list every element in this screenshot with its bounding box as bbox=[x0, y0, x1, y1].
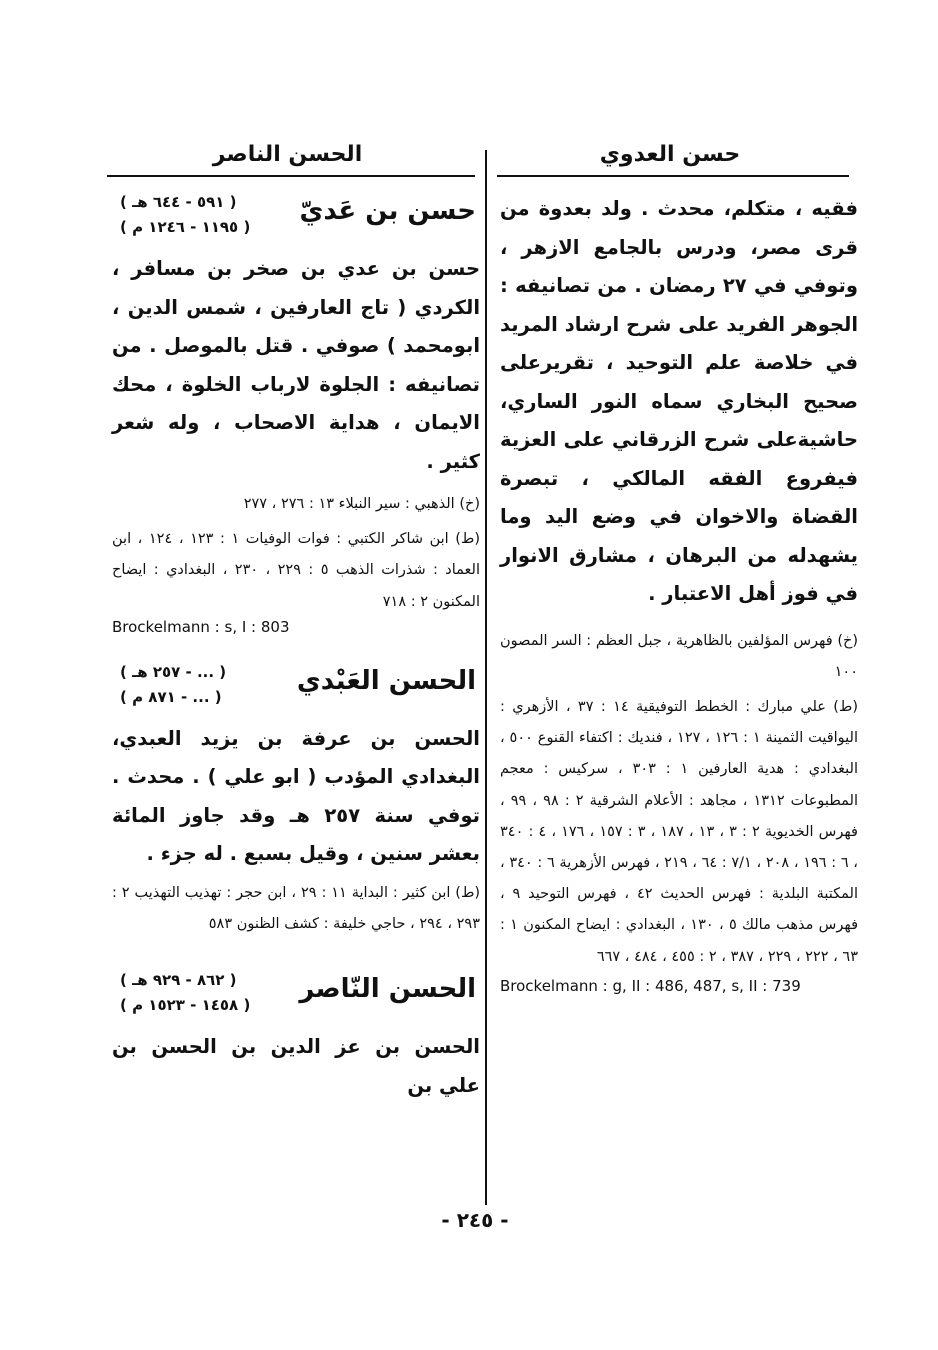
entry-heading bbox=[112, 186, 480, 250]
entry-body-text: فقيه ، متكلم، محدث . ولد بعدوة من قرى مصر، ودرس بالجامع الازهر ، وتوفي في ٢٧ رمضان . من تصانيفه : الجوهر الفريد على شرح ارشاد المريد في خلاصة علم التوحيد ، تقريرعلى صحيح البخاري سماه النور الساري، حاشيةعلى شرح الزرقاني على العزية فيفروع الفقه المالكي ، تبصرة القضاة والاخوان في وضع اليد وما يشهدله من البرهان ، مشارق الانوار في فوز أهل الاعتبار . bbox=[500, 197, 858, 605]
right-column bbox=[500, 190, 858, 995]
dates-ad: ( ١١٩٥ - ١٢٤٦ م ) bbox=[120, 218, 251, 236]
dates-hijri: ( ٨٦٢ - ٩٢٩ هـ ) bbox=[120, 971, 237, 990]
brockelmann-reference: Brockelmann : s, I : 803 bbox=[112, 617, 290, 636]
printed-sources: (ط) ابن شاكر الكتبي : فوات الوفيات ١ : ١٢٣ ، ١٢٤ ، ابن العماد : شذرات الذهب ٥ : ٢٢٩ ، ٢٣٠ ، البغدادي : ايضاح المكنون ٢ : ٧١٨ bbox=[112, 531, 481, 610]
running-header-right: حسن العدوي bbox=[599, 142, 741, 167]
header-rule-left bbox=[107, 175, 475, 177]
page-number: - ٢٤٥ - bbox=[441, 1208, 509, 1232]
printed-sources: (ط) ابن كثير : البداية ١١ : ٢٩ ، ابن حجر : تهذيب التهذيب ٢ : ٢٩٣ ، ٢٩٤ ، حاجي خليفة : كشف الظنون ٥٨٣ bbox=[112, 884, 481, 933]
entry-title: الحسن العَبْدي bbox=[296, 665, 476, 696]
entry-dates bbox=[120, 660, 226, 710]
entry-body-text: حسن بن عدي بن صخر بن مسافر ، الكردي ( تاج العارفين ، شمس الدين ، ابومحمد ) صوفي . قتل بالموصل . من تصانيفه : الجلوة لارباب الخلوة ، محك الايمان ، هداية الاصحاب ، وله شعر كثير . bbox=[112, 257, 480, 473]
entry-dates bbox=[120, 968, 250, 1018]
column-divider bbox=[485, 150, 487, 1205]
entry-title: الحسن النّاصر bbox=[299, 974, 476, 1005]
brockelmann-reference: Brockelmann : g, II : 486, 487, s, II : 739 bbox=[500, 976, 801, 995]
dates-ad: ( ... - ٨٧١ م ) bbox=[120, 687, 222, 706]
dates-hijri: ( ٥٩١ - ٦٤٤ هـ ) bbox=[120, 193, 237, 211]
entry-dates bbox=[120, 190, 250, 240]
printed-sources: (ط) علي مبارك : الخطط التوفيقية ١٤ : ٣٧ ، الأزهري : اليواقيت الثمينة ١ : ١٢٦ ، ١٢٧ ، فنديك : اكتفاء القنوع ٥٠٠ ، البغدادي : هدية العارفين ١ : ٣٠٣ ، سركيس : معجم المطبوعات ١٣١٢ ، مجاهد : الأعلام الشرقية ٢ : ٩٨ ، ٩٩ ، فهرس الخديوية ٢ : ٣ ، ١٣ ، ١٨٧ ، ٣ : ١٥٧ ، ١٧٦ ، ٤ : ٣٤٠ ، ٦ : ١٩٦ ، ٢٠٨ ، ٧/١ : ٦٤ ، ٢١٩ ، فهرس الأزهرية ٦ : ٣٤٠ ، المكتبة البلدية : فهرس الحديث ٤٢ ، فهرس التوحيد ٩ ، فهرس مذهب مالك ٥ ، ١٣٠ ، البغدادي : ايضاح المكنون ١ : ٦٣ ، ٢٢٢ ، ٢٢٩ ، ٣٨٧ ، ٢ : ٤٥٥ ، ٤٨٤ ، ٦٦٧ bbox=[500, 698, 859, 965]
manuscript-sources: (خ) فهرس المؤلفين بالظاهرية ، جبل العظم : السر المصون ١٠٠ bbox=[500, 632, 858, 680]
manuscript-sources: (خ) الذهبي : سير النبلاء ١٣ : ٢٧٦ ، ٢٧٧ bbox=[243, 496, 480, 512]
header-rule-right bbox=[497, 175, 849, 177]
running-header-left: الحسن الناصر bbox=[212, 142, 363, 167]
entry-body-text: الحسن بن عز الدين بن الحسن بن علي بن bbox=[112, 1035, 480, 1097]
left-column bbox=[112, 186, 480, 1105]
entry-heading bbox=[112, 964, 480, 1028]
dates-ad: ( ١٤٥٨ - ١٥٢٣ م ) bbox=[120, 996, 251, 1015]
dates-hijri: ( ... - ٢٥٧ هـ ) bbox=[120, 662, 227, 681]
entry-body-text: الحسن بن عرفة بن يزيد العبدي، البغدادي المؤدب ( ابو علي ) . محدث . توفي سنة ٢٥٧ هـ وقد جاوز المائة بعشر سنين ، وقيل بسبع . له جزء . bbox=[112, 726, 481, 866]
entry-heading bbox=[112, 656, 480, 720]
entry-title: حسن بن عَديّ bbox=[299, 196, 476, 226]
